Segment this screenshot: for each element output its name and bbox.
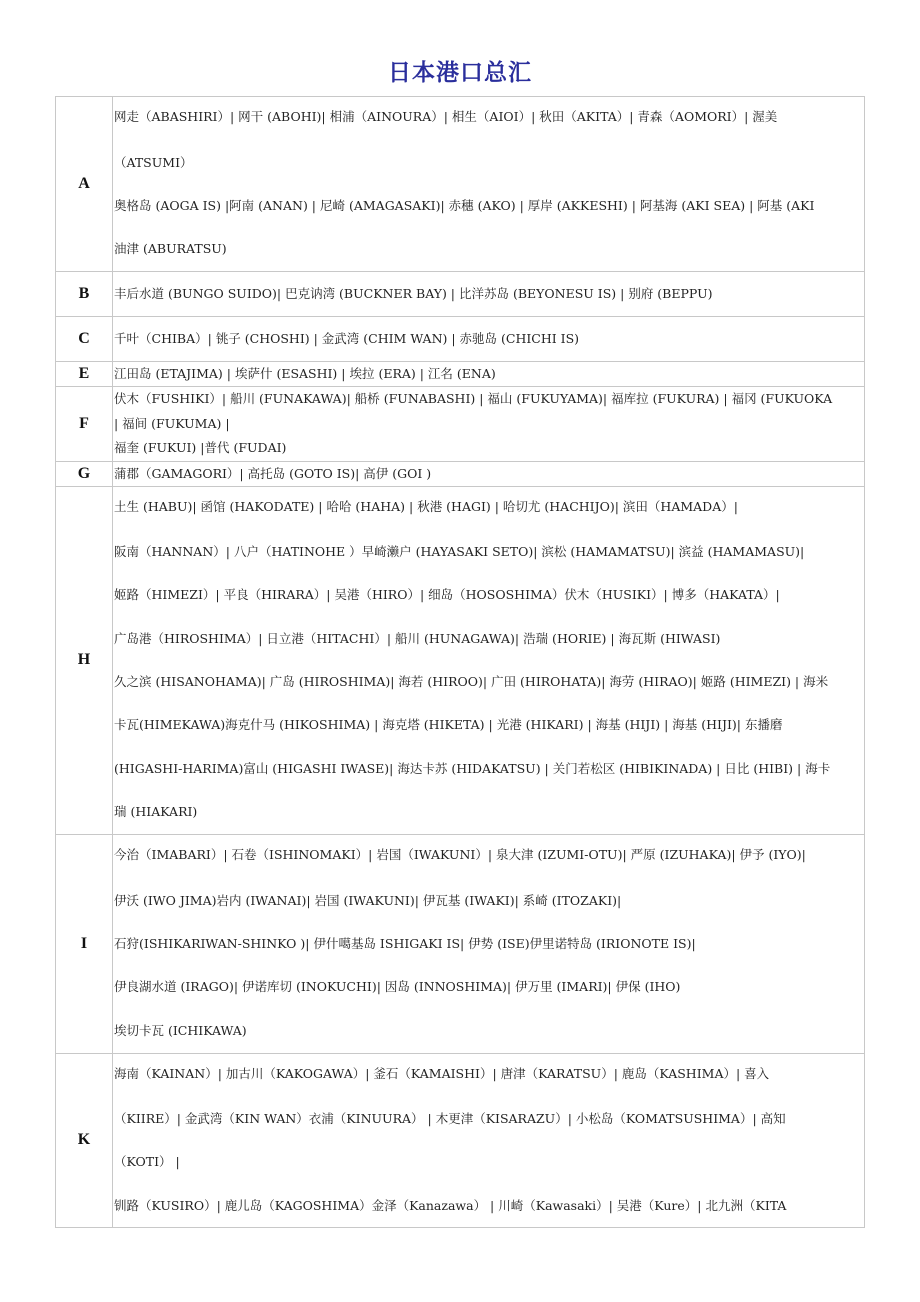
page-title: 日本港口总汇 xyxy=(388,60,532,86)
port-line: 土生 (HABU)| 函馆 (HAKODATE) | 哈哈 (HAHA) | 秋港 (HAGI) | 哈切尤 (HACHIJO)| 滨田（HAMADA）| xyxy=(114,498,738,514)
section-letter: I xyxy=(56,834,113,1053)
section-letter: G xyxy=(56,461,113,486)
port-line: 福奎 (FUKUI) |普代 (FUDAI) xyxy=(114,440,287,455)
section-content xyxy=(113,1053,865,1228)
port-line: 伏木（FUSHIKI）| 船川 (FUNAKAWA)| 船桥 (FUNABASHI) | 福山 (FUKUYAMA)| 福库拉 (FUKURA) | 福冈 (FUKUOKA xyxy=(114,391,833,406)
port-line: 海南（KAINAN）| 加古川（KAKOGAWA）| 釜石（KAMAISHI）| 唐津（KARATSU）| 鹿岛（KASHIMA）| 喜入 xyxy=(114,1065,770,1081)
port-line: 姬路（HIMEZI）| 平良（HIRARA）| 吴港（HIRO）| 细岛（HOSOSHIMA）伏木（HUSIKI）| 博多（HAKATA）| xyxy=(114,587,780,603)
section-content xyxy=(113,317,865,362)
port-line: 伊良湖水道 (IRAGO)| 伊诺库切 (INOKUCHI)| 因岛 (INNOSHIMA)| 伊万里 (IMARI)| 伊保 (IHO) xyxy=(114,979,681,995)
port-line: 埃切卡瓦 (ICHIKAWA) xyxy=(114,1022,247,1038)
section-row-b xyxy=(56,272,865,317)
section-content xyxy=(113,834,865,1053)
port-line: （KOTI） | xyxy=(114,1154,180,1170)
section-content xyxy=(113,461,865,486)
port-line: 油津 (ABURATSU) xyxy=(114,241,227,257)
section-content xyxy=(113,387,865,462)
port-line: 石狩(ISHIKARIWAN-SHINKO )| 伊什噶基岛 ISHIGAKI IS| 伊势 (ISE)伊里诺特岛 (IRIONOTE IS)| xyxy=(114,935,696,951)
section-letter: E xyxy=(56,362,113,387)
section-letter: A xyxy=(56,97,113,272)
section-row-e xyxy=(56,362,865,387)
port-line: 广岛港（HIROSHIMA）| 日立港（HITACHI）| 船川 (HUNAGAWA)| 浩瑞 (HORIE) | 海瓦斯 (HIWASI) xyxy=(114,630,721,646)
port-line: （ATSUMI） xyxy=(114,154,193,170)
section-content xyxy=(113,486,865,834)
port-line: （KIIRE）| 金武湾（KIN WAN）衣浦（KINUURA） | 木更津（KISARAZU）| 小松岛（KOMATSUSHIMA）| 高知 xyxy=(114,1111,786,1127)
section-letter: F xyxy=(56,387,113,462)
section-row-k xyxy=(56,1053,865,1228)
section-content xyxy=(113,362,865,387)
port-line: 网走（ABASHIRI）| 网干 (ABOHI)| 相浦（AINOURA）| 相生（AIOI）| 秋田（AKITA）| 青森（AOMORI）| 渥美 xyxy=(114,109,778,125)
ports-table xyxy=(55,96,865,1228)
section-row-g xyxy=(56,461,865,486)
port-line: 钏路（KUSIRO）| 鹿儿岛（KAGOSHIMA）金泽（Kanazawa） | 川崎（Kawasaki）| 吴港（Kure）| 北九洲（KITA xyxy=(114,1197,787,1213)
section-letter: H xyxy=(56,486,113,834)
port-line: 卡瓦(HIMEKAWA)海克什马 (HIKOSHIMA) | 海克塔 (HIKETA) | 光港 (HIKARI) | 海基 (HIJI) | 海基 (HIJI)| 东播磨 xyxy=(114,717,783,733)
port-line: 久之滨 (HISANOHAMA)| 广岛 (HIROSHIMA)| 海若 (HIROO)| 广田 (HIROHATA)| 海劳 (HIRAO)| 姬路 (HIMEZI) | 海米 xyxy=(114,674,829,690)
port-line: 伊沃 (IWO JIMA)岩内 (IWANAI)| 岩国 (IWAKUNI)| 伊瓦基 (IWAKI)| 系崎 (ITOZAKI)| xyxy=(114,892,622,908)
section-letter: B xyxy=(56,272,113,317)
port-line: 奥格岛 (AOGA IS) |阿南 (ANAN) | 尼崎 (AMAGASAKI)| 赤穗 (AKO) | 厚岸 (AKKESHI) | 阿基海 (AKI SEA) | 阿基 (AKI xyxy=(114,198,815,213)
section-row-h xyxy=(56,486,865,834)
section-row-c xyxy=(56,317,865,362)
section-content xyxy=(113,97,865,272)
section-row-f xyxy=(56,387,865,462)
section-row-i xyxy=(56,834,865,1053)
section-content xyxy=(113,272,865,317)
port-line: 瑞 (HIAKARI) xyxy=(114,804,198,820)
section-letter: K xyxy=(56,1053,113,1228)
port-line: (HIGASHI-HARIMA)富山 (HIGASHI IWASE)| 海达卡苏 (HIDAKATSU) | 关门若松区 (HIBIKINADA) | 日比 (HIBI) | 海卡 xyxy=(114,760,831,776)
port-line: 江田岛 (ETAJIMA) | 埃萨什 (ESASHI) | 埃拉 (ERA) | 江名 (ENA) xyxy=(114,366,496,381)
port-line: | 福间 (FUKUMA) | xyxy=(114,415,230,431)
port-line: 阪南（HANNAN）| 八户（HATINOHE ）早崎濑户 (HAYASAKI SETO)| 滨松 (HAMAMATSU)| 滨益 (HAMAMASU)| xyxy=(114,543,805,559)
section-row-a xyxy=(56,97,865,272)
port-line: 蒲郡（GAMAGORI）| 高托岛 (GOTO IS)| 高伊 (GOI ) xyxy=(114,465,432,481)
port-line: 今治（IMABARI）| 石卷（ISHINOMAKI）| 岩国（IWAKUNI）| 泉大津 (IZUMI-OTU)| 严原 (IZUHAKA)| 伊予 (IYO)| xyxy=(114,847,806,863)
port-line: 丰后水道 (BUNGO SUIDO)| 巴克讷湾 (BUCKNER BAY) | 比洋苏岛 (BEYONESU IS) | 别府 (BEPPU) xyxy=(114,286,713,301)
port-line: 千叶（CHIBA）| 铫子 (CHOSHI) | 金武湾 (CHIM WAN) | 赤驰岛 (CHICHI IS) xyxy=(114,331,580,346)
section-letter: C xyxy=(56,317,113,362)
